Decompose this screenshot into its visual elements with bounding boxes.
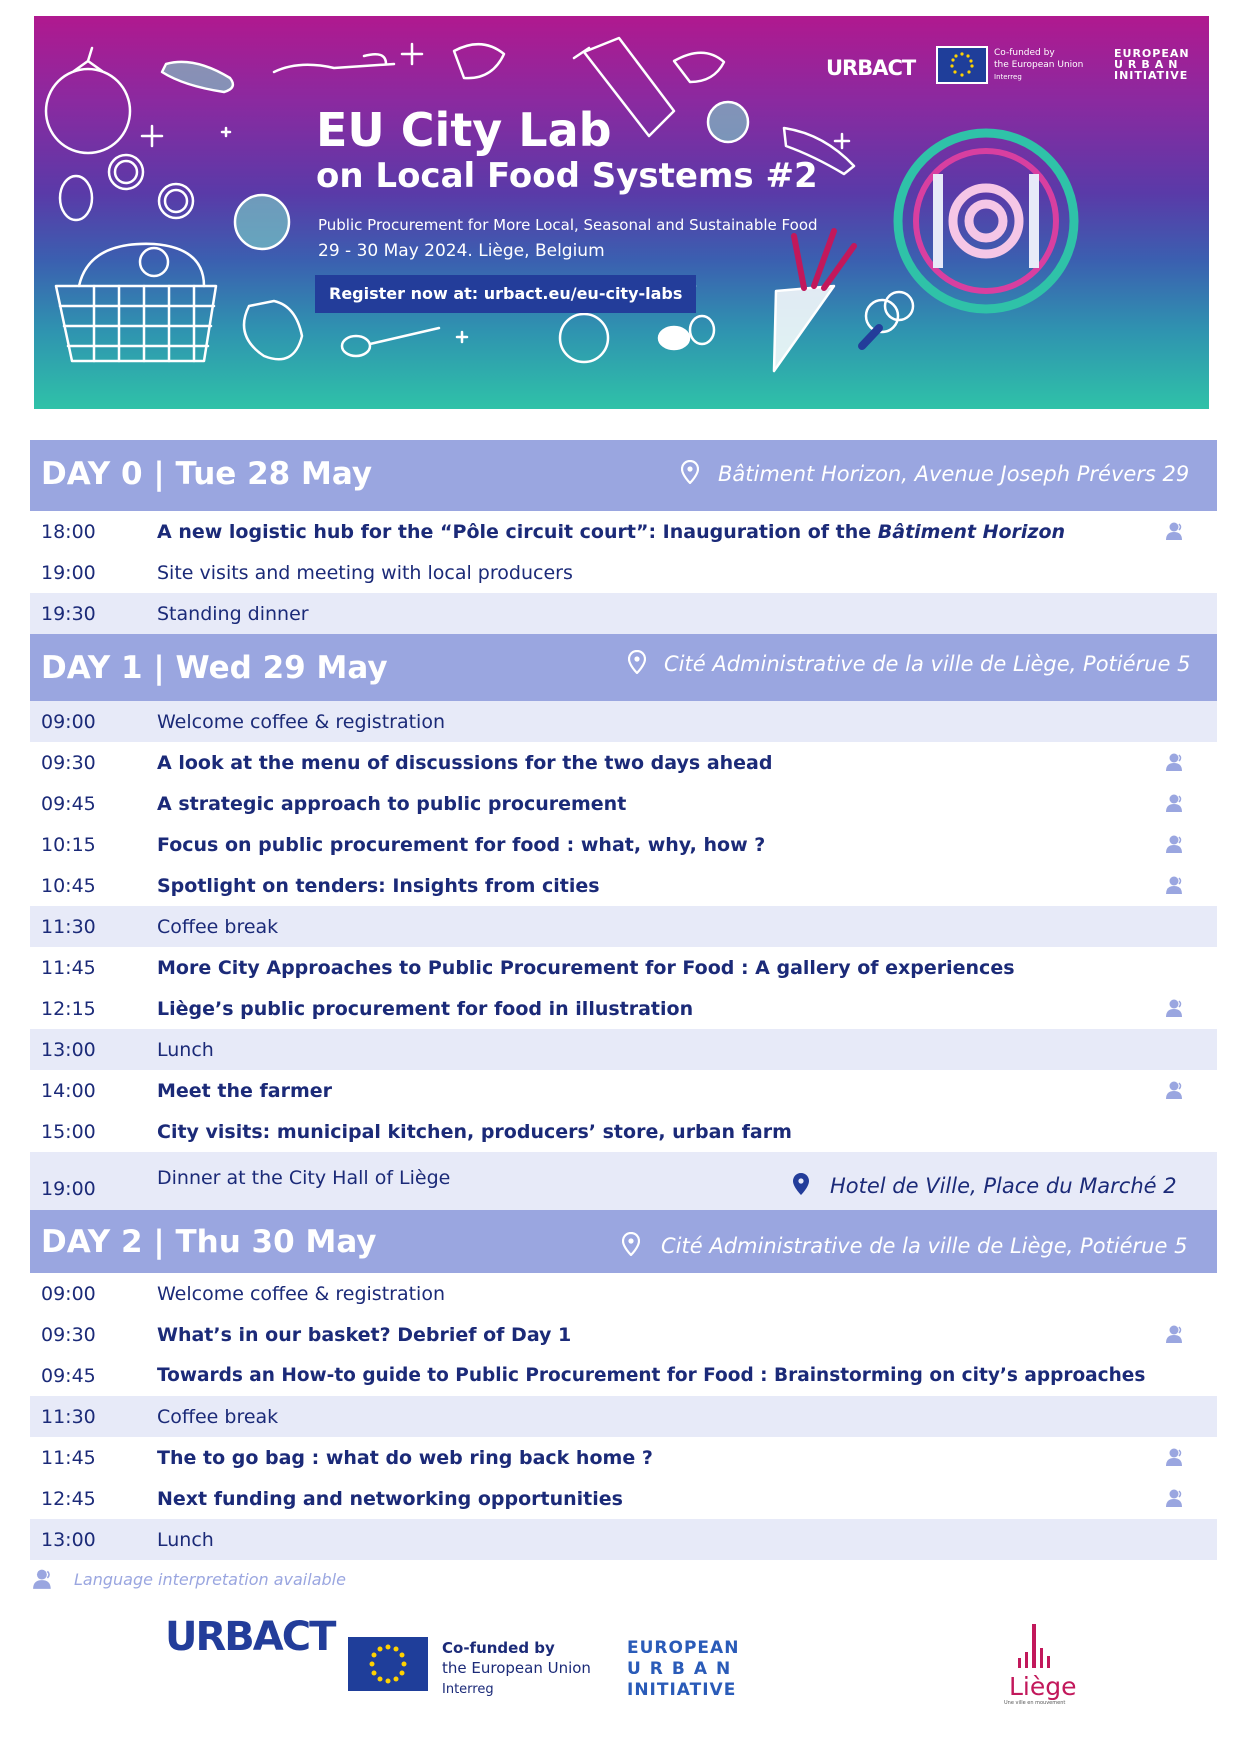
- agenda-table: [30, 440, 1217, 1560]
- eui-line-1: EUROPEAN: [1114, 47, 1190, 60]
- row-label: Site visits and meeting with local producers: [157, 562, 573, 584]
- row-label: Focus on public procurement for food : what, why, how ?: [157, 834, 766, 856]
- row-label: [157, 521, 1065, 543]
- row-label: What’s in our basket? Debrief of Day 1: [157, 1324, 572, 1346]
- agenda-row: [30, 1437, 1217, 1478]
- eui-logo: [1114, 48, 1190, 81]
- row-time: 09:30: [41, 1324, 96, 1346]
- interpretation-icon: [1165, 1080, 1185, 1100]
- row-time: 19:00: [41, 562, 96, 584]
- agenda-row: [30, 1273, 1217, 1314]
- agenda-row: [30, 1478, 1217, 1519]
- agenda-row: [30, 593, 1217, 634]
- interpretation-icon: [32, 1568, 54, 1590]
- interpretation-icon: [1165, 752, 1185, 772]
- cofunded-line-3: Interreg: [442, 1682, 494, 1697]
- row-label: More City Approaches to Public Procurement for Food : A gallery of experiences: [157, 957, 1015, 979]
- interpretation-icon: [1165, 834, 1185, 854]
- row-label: Towards an How-to guide to Public Procurement for Food : Brainstorming on city’s approaches: [157, 1365, 1146, 1386]
- location-pin-icon: [681, 460, 699, 484]
- row-time: 19:00: [41, 1178, 96, 1200]
- cofunded-line-3: Interreg: [994, 73, 1022, 81]
- row-time: 10:15: [41, 834, 96, 856]
- cofunded-line-2: the European Union: [442, 1659, 591, 1677]
- interpretation-icon: [1165, 793, 1185, 813]
- row-time: 12:15: [41, 998, 96, 1020]
- urbact-logo: URBACT: [826, 56, 916, 80]
- footer-urbact-logo: URBACT: [165, 1614, 335, 1660]
- row-label: A strategic approach to public procurement: [157, 793, 627, 815]
- liege-skyline-icon: [1014, 1620, 1060, 1672]
- row-label-emphasis: Bâtiment Horizon: [877, 521, 1066, 543]
- banner-title: EU City Lab: [316, 103, 612, 157]
- agenda-row: [30, 906, 1217, 947]
- row-label: Dinner at the City Hall of Liège: [157, 1167, 451, 1189]
- cofunded-line-1: Co-funded by: [994, 48, 1055, 58]
- agenda-row: [30, 865, 1217, 906]
- interpretation-icon: [1165, 1488, 1185, 1508]
- eui-line-2: URBAN: [627, 1659, 740, 1679]
- eui-line-3: INITIATIVE: [627, 1680, 737, 1700]
- row-time: 09:45: [41, 1365, 96, 1387]
- day-location: Cité Administrative de la ville de Liège, Potiérue 5: [664, 652, 1191, 676]
- day-title: DAY 2 | Thu 30 May: [41, 1224, 377, 1260]
- agenda-row: [30, 988, 1217, 1029]
- row-label: Welcome coffee & registration: [157, 1283, 446, 1305]
- row-label: Spotlight on tenders: Insights from cities: [157, 875, 600, 897]
- row-time: 13:00: [41, 1529, 96, 1551]
- agenda-row: [30, 1396, 1217, 1437]
- note-text: Language interpretation available: [74, 1570, 346, 1589]
- row-time: 13:00: [41, 1039, 96, 1061]
- liege-wordmark: Liège: [1009, 1672, 1077, 1701]
- eui-line-3: INITIATIVE: [1114, 69, 1189, 82]
- row-time: 11:45: [41, 957, 96, 979]
- eui-line-1: EUROPEAN: [627, 1638, 740, 1658]
- row-time: 15:00: [41, 1121, 96, 1143]
- banner-subtitle: on Local Food Systems #2: [316, 156, 818, 196]
- day-location: Cité Administrative de la ville de Liège, Potiérue 5: [661, 1234, 1188, 1258]
- row-label: Meet the farmer: [157, 1080, 332, 1102]
- row-label: Coffee break: [157, 1406, 279, 1428]
- row-label: Liège’s public procurement for food in illustration: [157, 998, 694, 1020]
- row-label: Next funding and networking opportunities: [157, 1488, 623, 1510]
- row-time: 09:30: [41, 752, 96, 774]
- agenda-row: [30, 1152, 1217, 1210]
- row-label: The to go bag : what do web ring back home ?: [157, 1447, 653, 1469]
- agenda-row: [30, 511, 1217, 552]
- register-link[interactable]: Register now at: urbact.eu/eu-city-labs: [315, 275, 696, 313]
- row-time: 14:00: [41, 1080, 96, 1102]
- day-0-header: [30, 440, 1217, 511]
- location-pin-icon: [622, 1232, 640, 1256]
- agenda-row: [30, 1070, 1217, 1111]
- agenda-row: [30, 1519, 1217, 1560]
- banner-date-place: 29 - 30 May 2024. Liège, Belgium: [318, 241, 605, 261]
- agenda-row: [30, 1355, 1217, 1396]
- agenda-row: [30, 783, 1217, 824]
- row-time: 19:30: [41, 603, 96, 625]
- cofunded-line-1: Co-funded by: [442, 1639, 555, 1657]
- interpretation-note: [30, 1568, 430, 1594]
- cofunded-text: [994, 47, 1083, 83]
- interpretation-icon: [1165, 998, 1185, 1018]
- banner-description: Public Procurement for More Local, Seasonal and Sustainable Food: [318, 216, 818, 234]
- row-time: 18:00: [41, 521, 96, 543]
- row-time: 10:45: [41, 875, 96, 897]
- footer-cofunded: [442, 1638, 591, 1700]
- eui-line-2: URBAN: [1114, 58, 1183, 71]
- day-location: Bâtiment Horizon, Avenue Joseph Prévers 29: [718, 462, 1190, 486]
- row-time: 12:45: [41, 1488, 96, 1510]
- dinner-location: Hotel de Ville, Place du Marché 2: [830, 1174, 1177, 1198]
- agenda-row: [30, 1111, 1217, 1152]
- agenda-row: [30, 1314, 1217, 1355]
- cofunded-line-2: the European Union: [994, 60, 1084, 70]
- agenda-row: [30, 742, 1217, 783]
- day-title: DAY 1 | Wed 29 May: [41, 650, 388, 686]
- row-time: 11:30: [41, 916, 96, 938]
- agenda-row: [30, 1029, 1217, 1070]
- banner-logos: [826, 46, 1196, 86]
- row-label: Coffee break: [157, 916, 279, 938]
- day-title: DAY 0 | Tue 28 May: [41, 456, 373, 492]
- row-time: 09:00: [41, 1283, 96, 1305]
- row-label: Lunch: [157, 1039, 214, 1061]
- day-1-header: [30, 634, 1217, 701]
- agenda-row: [30, 947, 1217, 988]
- row-label: City visits: municipal kitchen, producers’ store, urban farm: [157, 1121, 792, 1143]
- eu-flag-icon: [936, 46, 988, 84]
- liege-logo: [992, 1620, 1082, 1705]
- day-2-header: [30, 1210, 1217, 1273]
- location-pin-icon: [628, 650, 646, 674]
- liege-tagline: Une ville en mouvement: [1004, 1700, 1066, 1706]
- interpretation-icon: [1165, 1447, 1185, 1467]
- interpretation-icon: [1165, 521, 1185, 541]
- row-time: 09:00: [41, 711, 96, 733]
- location-pin-icon: [792, 1172, 810, 1196]
- agenda-row: [30, 824, 1217, 865]
- row-time: 09:45: [41, 793, 96, 815]
- row-label-text: A new logistic hub for the “Pôle circuit court”: Inauguration of the: [157, 521, 878, 543]
- interpretation-icon: [1165, 1324, 1185, 1344]
- footer-eui-logo: [627, 1638, 739, 1701]
- row-label: A look at the menu of discussions for the two days ahead: [157, 752, 773, 774]
- row-time: 11:45: [41, 1447, 96, 1469]
- agenda-row: [30, 552, 1217, 593]
- row-label: Welcome coffee & registration: [157, 711, 446, 733]
- row-label: Lunch: [157, 1529, 214, 1551]
- eu-flag-icon: [348, 1637, 428, 1691]
- row-time: 11:30: [41, 1406, 96, 1428]
- interpretation-icon: [1165, 875, 1185, 895]
- row-label: Standing dinner: [157, 603, 309, 625]
- agenda-row: [30, 701, 1217, 742]
- event-banner: [34, 16, 1209, 409]
